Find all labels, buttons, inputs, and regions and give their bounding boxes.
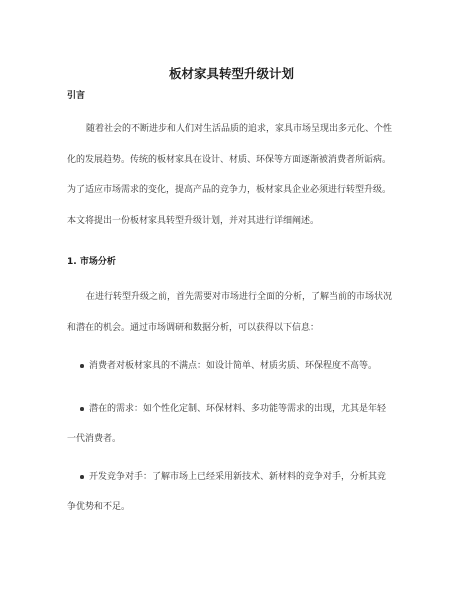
bullet-dot-icon: [80, 407, 84, 411]
bullet-item: [80, 351, 404, 381]
market-analysis-paragraph: [67, 282, 401, 343]
bullet-text: 消费者对板材家具的不满点：如设计简单、材质劣质、环保程度不高等。: [89, 361, 378, 371]
paragraph-line: 随着社会的不断进步和人们对生活品质的追求，家具市场呈现出多元化、个性: [86, 124, 393, 134]
bullet-text: 潜在的需求：如个性化定制、环保材料、多功能等需求的出现，尤其是年轻: [89, 404, 387, 414]
bullet-item: [67, 394, 404, 454]
document-title: 板材家具转型升级计划: [168, 66, 294, 81]
bullet-text: 开发竞争对手：了解市场上已经采用新技术、新材料的竞争对手，分析其竞: [89, 472, 387, 482]
paragraph-line: 化的发展趋势。传统的板材家具在设计、材质、环保等方面逐渐被消费者所诟病。: [67, 154, 392, 165]
bullet-text-continuation: 争优势和不足。: [67, 502, 131, 512]
bullet-item: [67, 462, 404, 522]
paragraph-line: 为了适应市场需求的变化，提高产品的竞争力，板材家具企业必须进行转型升级。: [67, 185, 392, 195]
bullet-text-continuation: 一代消费者。: [67, 434, 122, 444]
paragraph-line: 在进行转型升级之前，首先需要对市场进行全面的分析，了解当前的市场状况: [86, 292, 393, 302]
bullet-dot-icon: [80, 475, 84, 479]
intro-heading: 引言: [67, 91, 86, 101]
intro-paragraph: [67, 114, 401, 236]
paragraph-line: 本文将提出一份板材家具转型升级计划，并对其进行详细阐述。: [67, 215, 320, 226]
section-heading-market-analysis: 1. 市场分析: [67, 257, 116, 267]
bullet-dot-icon: [80, 364, 84, 368]
paragraph-line: 和潜在的机会。通过市场调研和数据分析，可以获得以下信息：: [67, 322, 320, 333]
